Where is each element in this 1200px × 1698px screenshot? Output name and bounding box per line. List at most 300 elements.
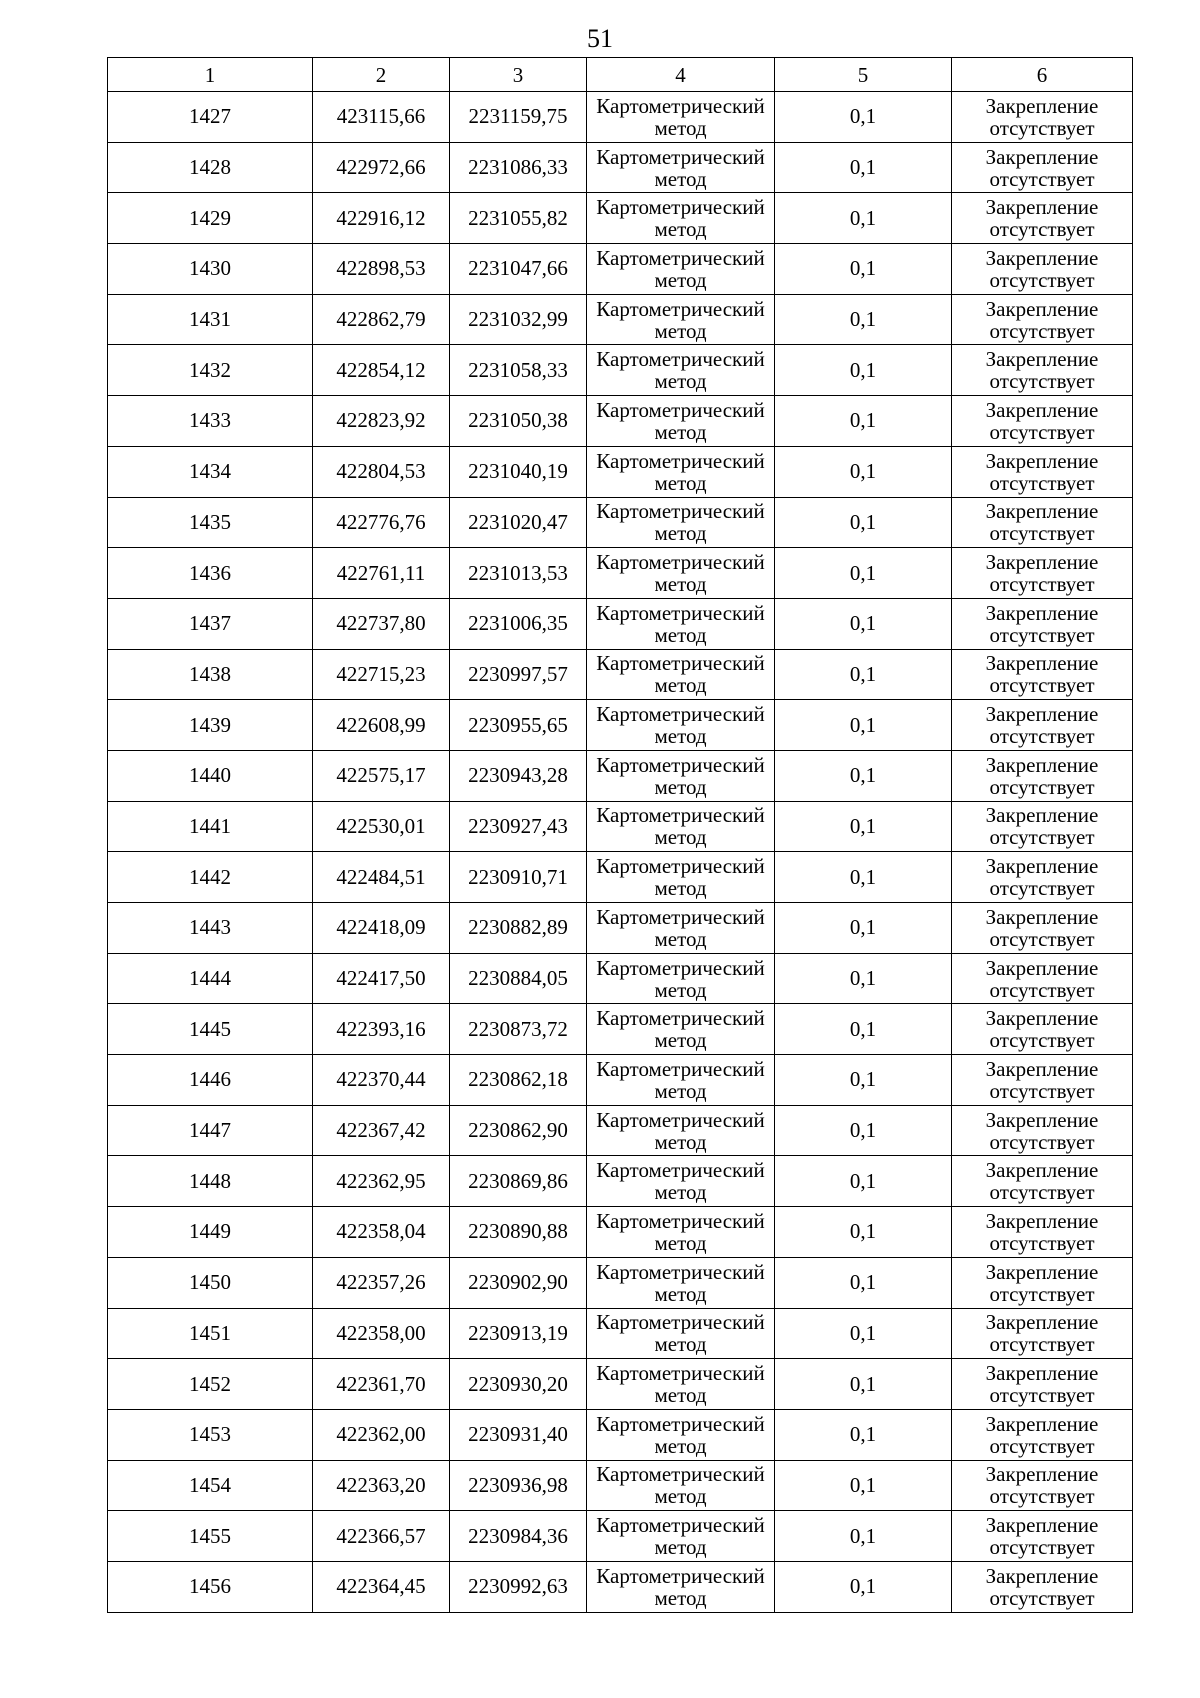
- method-cell: [587, 1105, 775, 1156]
- fixing-cell: [952, 92, 1133, 143]
- x-coordinate-cell: 422370,44: [313, 1055, 450, 1106]
- table-row: [108, 1004, 1133, 1055]
- method-cell-line: Картометрический: [596, 1411, 765, 1436]
- fixing-cell-line: Закрепление: [985, 1361, 1099, 1386]
- point-number-cell: 1451: [108, 1308, 313, 1359]
- fixing-cell-line: отсутствует: [989, 521, 1095, 546]
- accuracy-cell: 0,1: [775, 1004, 952, 1055]
- method-cell: [587, 345, 775, 396]
- fixing-cell-line: отсутствует: [989, 1078, 1095, 1103]
- x-coordinate-cell: 422366,57: [313, 1511, 450, 1562]
- fixing-cell: [952, 294, 1133, 345]
- method-cell-line: метод: [654, 369, 707, 394]
- method-cell: [587, 1460, 775, 1511]
- point-number-cell: 1443: [108, 903, 313, 954]
- x-coordinate-cell: 422358,04: [313, 1207, 450, 1258]
- fixing-cell-line: отсутствует: [989, 1332, 1095, 1357]
- method-cell-line: метод: [654, 1484, 707, 1509]
- fixing-cell-line: Закрепление: [985, 1411, 1099, 1436]
- page-number: 51: [587, 24, 613, 53]
- y-coordinate-cell: 2231050,38: [450, 396, 587, 447]
- point-number-cell: 1448: [108, 1156, 313, 1207]
- point-number-cell: 1429: [108, 193, 313, 244]
- fixing-cell-line: Закрепление: [985, 1462, 1099, 1487]
- table-row: [108, 1055, 1133, 1106]
- method-cell: [587, 92, 775, 143]
- fixing-cell-line: отсутствует: [989, 1585, 1095, 1610]
- accuracy-cell: 0,1: [775, 1511, 952, 1562]
- accuracy-cell: 0,1: [775, 598, 952, 649]
- table-row: [108, 852, 1133, 903]
- fixing-cell-line: Закрепление: [985, 550, 1099, 575]
- table-row: [108, 1460, 1133, 1511]
- table-row: [108, 801, 1133, 852]
- fixing-cell-line: Закрепление: [985, 1056, 1099, 1081]
- y-coordinate-cell: 2231020,47: [450, 497, 587, 548]
- fixing-cell-line: Закрепление: [985, 1006, 1099, 1031]
- y-coordinate-cell: 2230862,18: [450, 1055, 587, 1106]
- fixing-cell-line: отсутствует: [989, 673, 1095, 698]
- column-header-6: 6: [952, 58, 1133, 92]
- x-coordinate-cell: 422361,70: [313, 1359, 450, 1410]
- y-coordinate-cell: 2230862,90: [450, 1105, 587, 1156]
- fixing-cell: [952, 1561, 1133, 1612]
- x-coordinate-cell: 422362,95: [313, 1156, 450, 1207]
- point-number-cell: 1438: [108, 649, 313, 700]
- method-cell: [587, 598, 775, 649]
- accuracy-cell: 0,1: [775, 497, 952, 548]
- method-cell-line: метод: [654, 673, 707, 698]
- accuracy-cell: 0,1: [775, 953, 952, 1004]
- accuracy-cell: 0,1: [775, 92, 952, 143]
- fixing-cell-line: отсутствует: [989, 1129, 1095, 1154]
- column-header-5: 5: [775, 58, 952, 92]
- method-cell-line: метод: [654, 1585, 707, 1610]
- x-coordinate-cell: 422804,53: [313, 446, 450, 497]
- fixing-cell-line: отсутствует: [989, 115, 1095, 140]
- accuracy-cell: 0,1: [775, 1105, 952, 1156]
- x-coordinate-cell: 422484,51: [313, 852, 450, 903]
- fixing-cell-line: отсутствует: [989, 876, 1095, 901]
- fixing-cell: [952, 1511, 1133, 1562]
- point-number-cell: 1442: [108, 852, 313, 903]
- point-number-cell: 1433: [108, 396, 313, 447]
- method-cell: [587, 750, 775, 801]
- method-cell-line: метод: [654, 1383, 707, 1408]
- fixing-cell-line: Закрепление: [985, 854, 1099, 879]
- method-cell-line: Картометрический: [596, 448, 765, 473]
- y-coordinate-cell: 2231086,33: [450, 142, 587, 193]
- method-cell-line: метод: [654, 217, 707, 242]
- table-row: [108, 446, 1133, 497]
- method-cell-line: метод: [654, 1129, 707, 1154]
- method-cell-line: Картометрический: [596, 1056, 765, 1081]
- method-cell-line: метод: [654, 1281, 707, 1306]
- fixing-cell: [952, 1308, 1133, 1359]
- method-cell: [587, 700, 775, 751]
- table-row: [108, 1105, 1133, 1156]
- fixing-cell: [952, 1105, 1133, 1156]
- fixing-cell-line: Закрепление: [985, 448, 1099, 473]
- point-number-cell: 1430: [108, 244, 313, 295]
- method-cell-line: метод: [654, 1332, 707, 1357]
- table-row: [108, 700, 1133, 751]
- fixing-cell-line: отсутствует: [989, 1484, 1095, 1509]
- fixing-cell-line: Закрепление: [985, 1563, 1099, 1588]
- point-number-cell: 1453: [108, 1409, 313, 1460]
- fixing-cell-line: отсутствует: [989, 1433, 1095, 1458]
- method-cell: [587, 1511, 775, 1562]
- fixing-cell-line: Закрепление: [985, 955, 1099, 980]
- method-cell-line: Картометрический: [596, 1563, 765, 1588]
- y-coordinate-cell: 2230882,89: [450, 903, 587, 954]
- method-cell-line: Картометрический: [596, 1513, 765, 1538]
- accuracy-cell: 0,1: [775, 1055, 952, 1106]
- fixing-cell-line: отсутствует: [989, 572, 1095, 597]
- y-coordinate-cell: 2230936,98: [450, 1460, 587, 1511]
- x-coordinate-cell: 422823,92: [313, 396, 450, 447]
- method-cell-line: Картометрический: [596, 499, 765, 524]
- method-cell: [587, 953, 775, 1004]
- fixing-cell-line: отсутствует: [989, 470, 1095, 495]
- y-coordinate-cell: 2230997,57: [450, 649, 587, 700]
- method-cell-line: метод: [654, 1078, 707, 1103]
- y-coordinate-cell: 2231040,19: [450, 446, 587, 497]
- accuracy-cell: 0,1: [775, 801, 952, 852]
- x-coordinate-cell: 422575,17: [313, 750, 450, 801]
- x-coordinate-cell: 422362,00: [313, 1409, 450, 1460]
- fixing-cell-line: Закрепление: [985, 803, 1099, 828]
- fixing-cell-line: Закрепление: [985, 347, 1099, 372]
- table-body: [108, 92, 1133, 1613]
- method-cell: [587, 244, 775, 295]
- fixing-cell-line: отсутствует: [989, 1281, 1095, 1306]
- method-cell-line: Картометрический: [596, 550, 765, 575]
- fixing-cell-line: Закрепление: [985, 702, 1099, 727]
- point-number-cell: 1428: [108, 142, 313, 193]
- accuracy-cell: 0,1: [775, 852, 952, 903]
- table-row: [108, 548, 1133, 599]
- accuracy-cell: 0,1: [775, 548, 952, 599]
- column-header-4: 4: [587, 58, 775, 92]
- fixing-cell-line: отсутствует: [989, 217, 1095, 242]
- table-row: [108, 294, 1133, 345]
- fixing-cell: [952, 852, 1133, 903]
- point-number-cell: 1455: [108, 1511, 313, 1562]
- table-row: [108, 903, 1133, 954]
- column-header-3: 3: [450, 58, 587, 92]
- x-coordinate-cell: 422608,99: [313, 700, 450, 751]
- method-cell: [587, 1055, 775, 1106]
- method-cell-line: Картометрический: [596, 245, 765, 270]
- method-cell-line: метод: [654, 419, 707, 444]
- method-cell-line: Картометрический: [596, 854, 765, 879]
- table-row: [108, 92, 1133, 143]
- method-cell: [587, 1359, 775, 1410]
- table-row: [108, 193, 1133, 244]
- x-coordinate-cell: 422358,00: [313, 1308, 450, 1359]
- method-cell-line: метод: [654, 1028, 707, 1053]
- method-cell-line: метод: [654, 267, 707, 292]
- fixing-cell-line: отсутствует: [989, 926, 1095, 951]
- method-cell-line: метод: [654, 1230, 707, 1255]
- x-coordinate-cell: 422916,12: [313, 193, 450, 244]
- x-coordinate-cell: 422393,16: [313, 1004, 450, 1055]
- fixing-cell: [952, 1055, 1133, 1106]
- table-row: [108, 1257, 1133, 1308]
- fixing-cell: [952, 801, 1133, 852]
- fixing-cell: [952, 446, 1133, 497]
- method-cell-line: Картометрический: [596, 702, 765, 727]
- fixing-cell: [952, 548, 1133, 599]
- accuracy-cell: 0,1: [775, 1359, 952, 1410]
- method-cell-line: Картометрический: [596, 347, 765, 372]
- fixing-cell-line: Закрепление: [985, 651, 1099, 676]
- accuracy-cell: 0,1: [775, 1561, 952, 1612]
- method-cell-line: Картометрический: [596, 1208, 765, 1233]
- accuracy-cell: 0,1: [775, 1460, 952, 1511]
- method-cell: [587, 801, 775, 852]
- table-row: [108, 345, 1133, 396]
- method-cell: [587, 548, 775, 599]
- fixing-cell: [952, 1460, 1133, 1511]
- fixing-cell: [952, 598, 1133, 649]
- accuracy-cell: 0,1: [775, 1207, 952, 1258]
- x-coordinate-cell: 422761,11: [313, 548, 450, 599]
- point-number-cell: 1449: [108, 1207, 313, 1258]
- y-coordinate-cell: 2230943,28: [450, 750, 587, 801]
- x-coordinate-cell: 422363,20: [313, 1460, 450, 1511]
- x-coordinate-cell: 423115,66: [313, 92, 450, 143]
- method-cell-line: Картометрический: [596, 955, 765, 980]
- point-number-cell: 1452: [108, 1359, 313, 1410]
- accuracy-cell: 0,1: [775, 193, 952, 244]
- point-number-cell: 1445: [108, 1004, 313, 1055]
- accuracy-cell: 0,1: [775, 345, 952, 396]
- method-cell: [587, 852, 775, 903]
- y-coordinate-cell: 2231058,33: [450, 345, 587, 396]
- method-cell: [587, 193, 775, 244]
- fixing-cell-line: отсутствует: [989, 1028, 1095, 1053]
- method-cell-line: Картометрический: [596, 904, 765, 929]
- fixing-cell: [952, 193, 1133, 244]
- table-row: [108, 142, 1133, 193]
- fixing-cell: [952, 700, 1133, 751]
- method-cell-line: Картометрический: [596, 1158, 765, 1183]
- y-coordinate-cell: 2231047,66: [450, 244, 587, 295]
- method-cell-line: метод: [654, 521, 707, 546]
- method-cell-line: метод: [654, 1433, 707, 1458]
- accuracy-cell: 0,1: [775, 1257, 952, 1308]
- fixing-cell-line: отсутствует: [989, 1383, 1095, 1408]
- point-number-cell: 1456: [108, 1561, 313, 1612]
- table-row: [108, 1207, 1133, 1258]
- method-cell-line: Картометрический: [596, 651, 765, 676]
- method-cell-line: метод: [654, 622, 707, 647]
- coordinates-table: [107, 57, 1133, 1613]
- table-header: [108, 58, 1133, 92]
- point-number-cell: 1441: [108, 801, 313, 852]
- fixing-cell: [952, 1257, 1133, 1308]
- point-number-cell: 1446: [108, 1055, 313, 1106]
- method-cell-line: Картометрический: [596, 803, 765, 828]
- method-cell: [587, 142, 775, 193]
- fixing-cell-line: Закрепление: [985, 499, 1099, 524]
- y-coordinate-cell: 2231032,99: [450, 294, 587, 345]
- x-coordinate-cell: 422418,09: [313, 903, 450, 954]
- table-row: [108, 497, 1133, 548]
- fixing-cell-line: Закрепление: [985, 1208, 1099, 1233]
- fixing-cell-line: Закрепление: [985, 93, 1099, 118]
- method-cell-line: Картометрический: [596, 1361, 765, 1386]
- point-number-cell: 1439: [108, 700, 313, 751]
- y-coordinate-cell: 2230890,88: [450, 1207, 587, 1258]
- point-number-cell: 1454: [108, 1460, 313, 1511]
- x-coordinate-cell: 422776,76: [313, 497, 450, 548]
- point-number-cell: 1440: [108, 750, 313, 801]
- table-row: [108, 1359, 1133, 1410]
- accuracy-cell: 0,1: [775, 446, 952, 497]
- table-row: [108, 1308, 1133, 1359]
- method-cell-line: метод: [654, 724, 707, 749]
- method-cell: [587, 1308, 775, 1359]
- method-cell-line: Картометрический: [596, 1462, 765, 1487]
- method-cell-line: метод: [654, 876, 707, 901]
- method-cell-line: Картометрический: [596, 600, 765, 625]
- accuracy-cell: 0,1: [775, 294, 952, 345]
- method-cell-line: метод: [654, 470, 707, 495]
- x-coordinate-cell: 422737,80: [313, 598, 450, 649]
- fixing-cell-line: отсутствует: [989, 1230, 1095, 1255]
- fixing-cell-line: Закрепление: [985, 397, 1099, 422]
- fixing-cell: [952, 953, 1133, 1004]
- header-row: [108, 58, 1133, 92]
- fixing-cell: [952, 1004, 1133, 1055]
- x-coordinate-cell: 422854,12: [313, 345, 450, 396]
- table-row: [108, 953, 1133, 1004]
- fixing-cell-line: Закрепление: [985, 600, 1099, 625]
- y-coordinate-cell: 2230873,72: [450, 1004, 587, 1055]
- point-number-cell: 1434: [108, 446, 313, 497]
- method-cell-line: Картометрический: [596, 1310, 765, 1335]
- method-cell: [587, 1207, 775, 1258]
- accuracy-cell: 0,1: [775, 1156, 952, 1207]
- x-coordinate-cell: 422367,42: [313, 1105, 450, 1156]
- accuracy-cell: 0,1: [775, 903, 952, 954]
- y-coordinate-cell: 2230984,36: [450, 1511, 587, 1562]
- fixing-cell-line: Закрепление: [985, 904, 1099, 929]
- table-row: [108, 1511, 1133, 1562]
- method-cell: [587, 1004, 775, 1055]
- table-row: [108, 649, 1133, 700]
- method-cell-line: метод: [654, 115, 707, 140]
- fixing-cell: [952, 244, 1133, 295]
- point-number-cell: 1431: [108, 294, 313, 345]
- table-row: [108, 750, 1133, 801]
- fixing-cell-line: Закрепление: [985, 195, 1099, 220]
- fixing-cell: [952, 142, 1133, 193]
- fixing-cell-line: отсутствует: [989, 369, 1095, 394]
- accuracy-cell: 0,1: [775, 244, 952, 295]
- fixing-cell-line: Закрепление: [985, 752, 1099, 777]
- method-cell-line: метод: [654, 926, 707, 951]
- table-row: [108, 598, 1133, 649]
- point-number-cell: 1444: [108, 953, 313, 1004]
- fixing-cell-line: отсутствует: [989, 622, 1095, 647]
- x-coordinate-cell: 422972,66: [313, 142, 450, 193]
- fixing-cell-line: Закрепление: [985, 1259, 1099, 1284]
- fixing-cell-line: отсутствует: [989, 724, 1095, 749]
- x-coordinate-cell: 422715,23: [313, 649, 450, 700]
- x-coordinate-cell: 422530,01: [313, 801, 450, 852]
- point-number-cell: 1436: [108, 548, 313, 599]
- point-number-cell: 1447: [108, 1105, 313, 1156]
- y-coordinate-cell: 2230869,86: [450, 1156, 587, 1207]
- y-coordinate-cell: 2231055,82: [450, 193, 587, 244]
- method-cell-line: Картометрический: [596, 1259, 765, 1284]
- method-cell-line: метод: [654, 977, 707, 1002]
- x-coordinate-cell: 422364,45: [313, 1561, 450, 1612]
- fixing-cell-line: отсутствует: [989, 267, 1095, 292]
- point-number-cell: 1432: [108, 345, 313, 396]
- fixing-cell-line: Закрепление: [985, 245, 1099, 270]
- fixing-cell-line: отсутствует: [989, 1180, 1095, 1205]
- y-coordinate-cell: 2230884,05: [450, 953, 587, 1004]
- fixing-cell: [952, 345, 1133, 396]
- accuracy-cell: 0,1: [775, 142, 952, 193]
- x-coordinate-cell: 422417,50: [313, 953, 450, 1004]
- y-coordinate-cell: 2230927,43: [450, 801, 587, 852]
- y-coordinate-cell: 2230910,71: [450, 852, 587, 903]
- method-cell-line: метод: [654, 774, 707, 799]
- fixing-cell-line: Закрепление: [985, 1158, 1099, 1183]
- fixing-cell-line: Закрепление: [985, 1107, 1099, 1132]
- method-cell-line: Картометрический: [596, 296, 765, 321]
- table-row: [108, 396, 1133, 447]
- method-cell: [587, 396, 775, 447]
- fixing-cell: [952, 1359, 1133, 1410]
- fixing-cell-line: отсутствует: [989, 774, 1095, 799]
- fixing-cell-line: Закрепление: [985, 144, 1099, 169]
- fixing-cell: [952, 1409, 1133, 1460]
- method-cell-line: Картометрический: [596, 1107, 765, 1132]
- method-cell: [587, 1156, 775, 1207]
- method-cell: [587, 497, 775, 548]
- fixing-cell-line: Закрепление: [985, 1513, 1099, 1538]
- x-coordinate-cell: 422862,79: [313, 294, 450, 345]
- y-coordinate-cell: 2230955,65: [450, 700, 587, 751]
- method-cell-line: Картометрический: [596, 1006, 765, 1031]
- x-coordinate-cell: 422898,53: [313, 244, 450, 295]
- method-cell-line: Картометрический: [596, 752, 765, 777]
- fixing-cell-line: Закрепление: [985, 296, 1099, 321]
- y-coordinate-cell: 2231159,75: [450, 92, 587, 143]
- accuracy-cell: 0,1: [775, 1409, 952, 1460]
- y-coordinate-cell: 2230930,20: [450, 1359, 587, 1410]
- method-cell-line: Картометрический: [596, 93, 765, 118]
- accuracy-cell: 0,1: [775, 649, 952, 700]
- y-coordinate-cell: 2230931,40: [450, 1409, 587, 1460]
- table-row: [108, 1409, 1133, 1460]
- fixing-cell: [952, 903, 1133, 954]
- accuracy-cell: 0,1: [775, 396, 952, 447]
- fixing-cell-line: Закрепление: [985, 1310, 1099, 1335]
- fixing-cell: [952, 1207, 1133, 1258]
- method-cell-line: Картометрический: [596, 397, 765, 422]
- y-coordinate-cell: 2230913,19: [450, 1308, 587, 1359]
- table-row: [108, 1561, 1133, 1612]
- column-header-2: 2: [313, 58, 450, 92]
